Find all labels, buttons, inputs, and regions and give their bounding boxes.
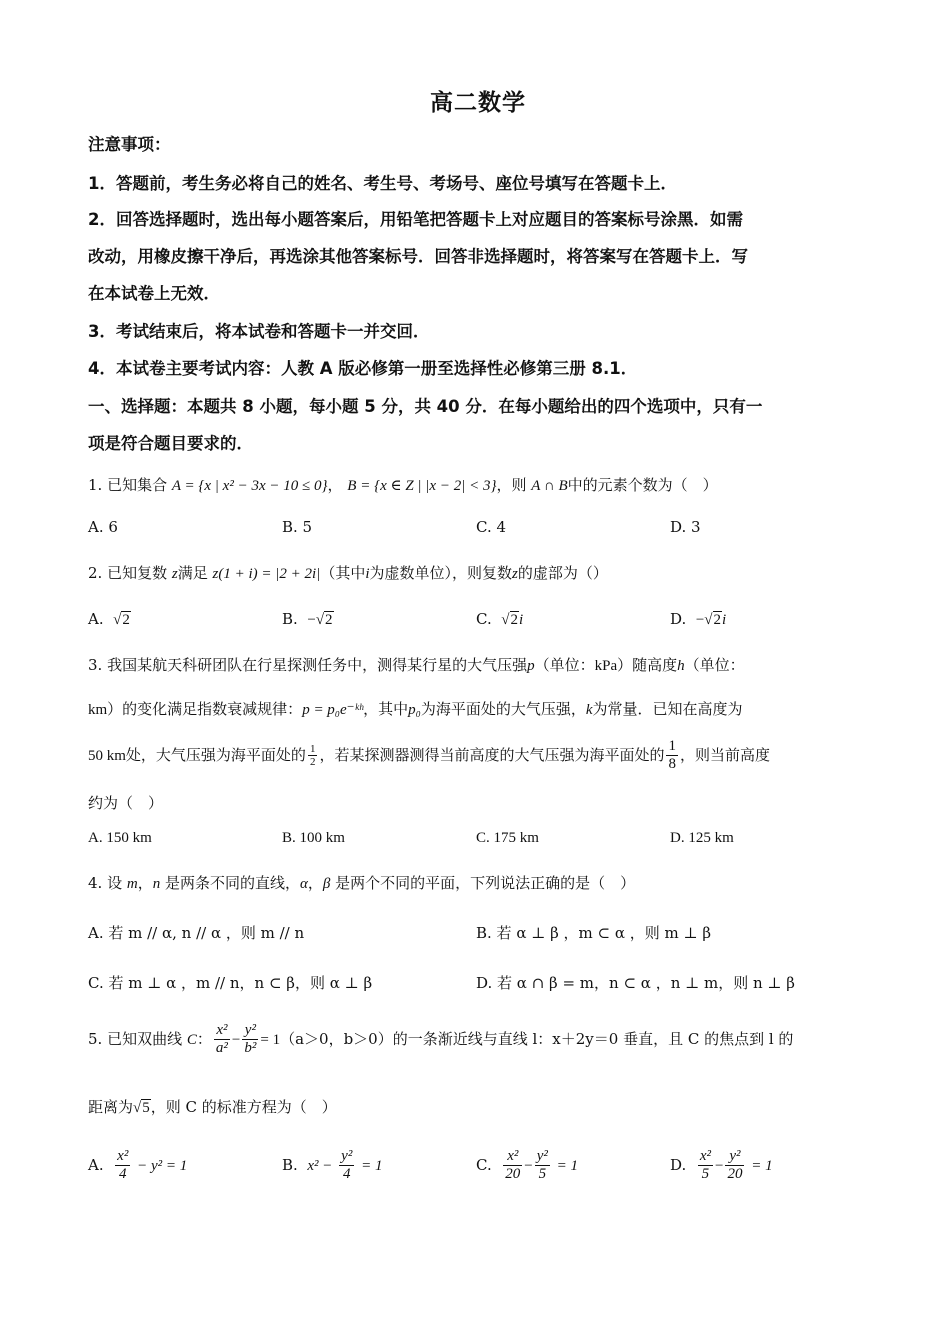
q3-option-c: C. 175 km — [476, 830, 539, 846]
q1-option-b: B. 5 — [282, 518, 313, 536]
q4-option-c: C. 若 m ⊥ α ，m // n，n ⊂ β，则 α ⊥ β — [88, 974, 373, 992]
notice-item-2-cont: 改动，用橡皮擦干净后，再选涂其他答案标号．回答非选择题时，将答案写在答题卡上．写 — [88, 247, 748, 266]
question-3-line-2: km）的变化满足指数衰减规律：p = p₀e⁻ᵏʰ，其中p₀为海平面处的大气压强，k为常量．已知在高度为 — [88, 700, 743, 718]
section-1-heading: 一、选择题：本题共 8 小题，每小题 5 分，共 40 分．在每小题给出的四个选项中，只有一 — [88, 397, 763, 416]
set-a: A = {x | x² − 3x − 10 ≤ 0} — [171, 478, 328, 494]
q4-option-a: A. 若 m // α, n // α ，则 m // n — [88, 924, 305, 942]
q2-option-a: A. √2 — [88, 610, 130, 628]
q3-option-a: A. 150 km — [88, 830, 152, 846]
question-3-line-1: 3. 我国某航天科研团队在行星探测任务中，测得某行星的大气压强p（单位：kPa）随高度h（单位： — [88, 656, 745, 674]
q1-option-c: C. 4 — [476, 518, 507, 536]
fraction-x2-a2: $\frac{\text{x²}}{\text{a²}}$ — [215, 1022, 228, 1057]
question-3-line-3: 50 km处，大气压强为海平面处的 $\frac{1}{2}$ ，若某探测器测得当前高度的大气压强为海平面处的 $\frac{1}{8}$ ，则当前高度 — [88, 738, 770, 773]
notice-item-4: 4．本试卷主要考试内容：人教 A 版必修第一册至选择性必修第三册 8.1． — [88, 359, 638, 378]
q4-option-d: D. 若 α ∩ β = m，n ⊂ α ，n ⊥ m，则 n ⊥ β — [476, 974, 795, 992]
question-4: 4. 设 m，n 是两条不同的直线，α，β 是两个不同的平面，下列说法正确的是（ ） — [88, 874, 636, 892]
notice-heading: 注意事项： — [88, 135, 171, 154]
decay-formula: p = p₀e⁻ᵏʰ — [302, 702, 364, 718]
q2-option-d: D. −√2i — [670, 610, 727, 628]
q5-option-b: B. x² − $\frac{\text{y²}}{4}$ = 1 — [282, 1148, 383, 1183]
notice-item-2-end: 在本试卷上无效． — [88, 284, 220, 303]
equation: z(1 + i) = |2 + 2i| — [212, 566, 321, 582]
fraction-half: $\frac{1}{2}$ — [309, 742, 316, 769]
q5-option-a: A. $\frac{\text{x²}}{4}$ − y² = 1 — [88, 1148, 188, 1183]
section-1-heading-cont: 项是符合题目要求的． — [88, 434, 253, 453]
q1-option-a: A. 6 — [88, 518, 118, 536]
q5-option-d: D. $\frac{\text{x²}}{5}$ − $\frac{\text{y²}}{20}$ = 1 — [670, 1148, 773, 1183]
fraction-eighth: $\frac{1}{8}$ — [668, 738, 676, 773]
q3-option-b: B. 100 km — [282, 830, 345, 846]
question-5-line-1: 5. 已知双曲线 C： $\frac{\text{x²}}{\text{a²}}$ − $\frac{\text{y²}}{\text{b²}}$ = 1（a＞0，b＞0）的一条渐近线与直线 l：x＋2y＝0 垂直，且 C 的焦点到 l 的 — [88, 1022, 794, 1057]
q4-option-b: B. 若 α ⊥ β ，m ⊂ α ，则 m ⊥ β — [476, 924, 712, 942]
q1-option-d: D. 3 — [670, 518, 701, 536]
notice-item-3: 3．考试结束后，将本试卷和答题卡一并交回． — [88, 322, 430, 341]
q2-option-b: B. −√2 — [282, 610, 333, 628]
question-3-line-4: 约为（ ） — [88, 794, 164, 812]
q3-option-d: D. 125 km — [670, 830, 734, 846]
notice-item-1: 1．答题前，考生务必将自己的姓名、考生号、考场号、座位号填写在答题卡上． — [88, 174, 677, 193]
set-b: B = {x ∈ Z | |x − 2| < 3} — [347, 478, 497, 494]
question-1: 1. 已知集合 A = {x | x² − 3x − 10 ≤ 0}， B = {x ∈ Z | |x − 2| < 3}，则 A ∩ B中的元素个数为（ ） — [88, 476, 718, 494]
fraction-y2-b2: $\frac{\text{y²}}{\text{b²}}$ — [244, 1022, 257, 1057]
notice-item-2: 2．回答选择题时，选出每小题答案后，用铅笔把答题卡上对应题目的答案标号涂黑．如需 — [88, 210, 743, 229]
question-2: 2. 已知复数 z满足 z(1 + i) = |2 + 2i|（其中i为虚数单位），则复数z的虚部为（） — [88, 564, 608, 582]
q5-option-c: C. $\frac{\text{x²}}{20}$ − $\frac{\text{y²}}{5}$ = 1 — [476, 1148, 579, 1183]
exam-title: 高二数学 — [430, 90, 526, 116]
q2-option-c: C. √2i — [476, 610, 524, 628]
question-5-line-2: 距离为√5，则 C 的标准方程为（ ） — [88, 1098, 337, 1116]
intersection: A ∩ B — [531, 478, 568, 494]
